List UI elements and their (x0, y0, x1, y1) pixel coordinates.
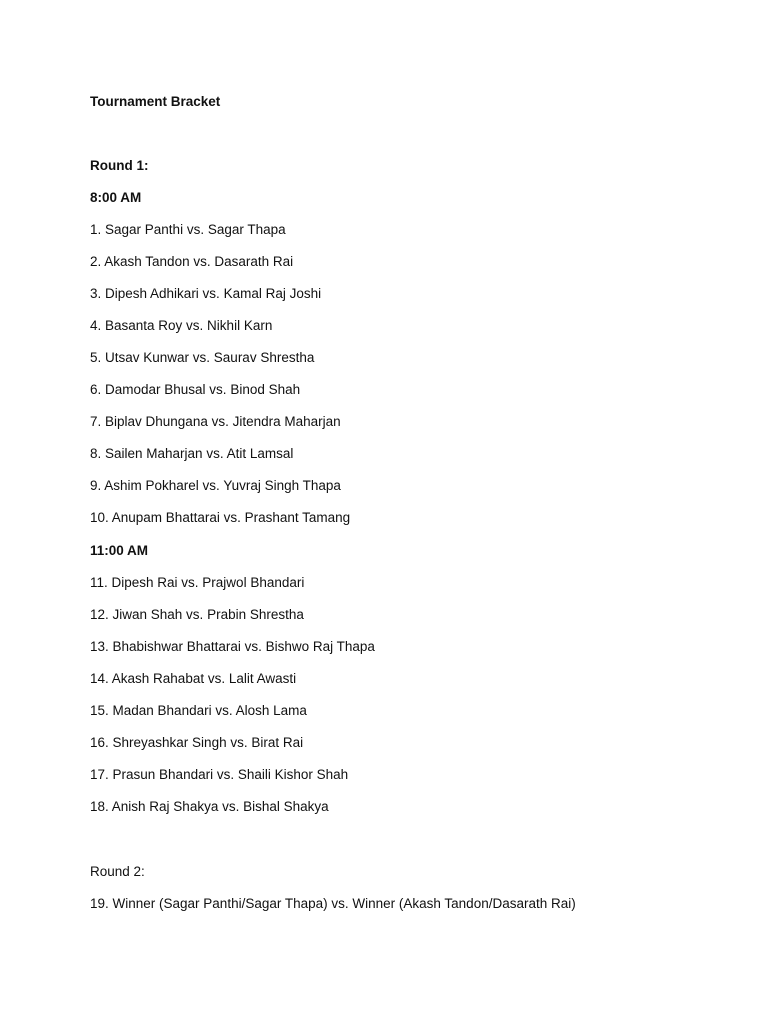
match-item: 14. Akash Rahabat vs. Lalit Awasti (90, 671, 297, 686)
round-1-heading: Round 1: (90, 158, 149, 173)
match-item: 11. Dipesh Rai vs. Prajwol Bhandari (90, 575, 305, 590)
time-slot-8am: 8:00 AM (90, 190, 142, 205)
match-item: 16. Shreyashkar Singh vs. Birat Rai (90, 735, 304, 750)
match-item: 15. Madan Bhandari vs. Alosh Lama (90, 703, 307, 718)
match-item: 17. Prasun Bhandari vs. Shaili Kishor Shah (90, 767, 349, 782)
match-item: 9. Ashim Pokharel vs. Yuvraj Singh Thapa (90, 478, 341, 493)
match-item: 1. Sagar Panthi vs. Sagar Thapa (90, 222, 286, 237)
match-item: 5. Utsav Kunwar vs. Saurav Shrestha (90, 350, 315, 365)
match-item: 18. Anish Raj Shakya vs. Bishal Shakya (90, 799, 329, 814)
match-item: 13. Bhabishwar Bhattarai vs. Bishwo Raj Thapa (90, 639, 375, 654)
match-item: 4. Basanta Roy vs. Nikhil Karn (90, 318, 273, 333)
round-2-heading: Round 2: (90, 864, 145, 879)
match-item: 7. Biplav Dhungana vs. Jitendra Maharjan (90, 414, 341, 429)
match-item: 12. Jiwan Shah vs. Prabin Shrestha (90, 607, 304, 622)
match-item: 10. Anupam Bhattarai vs. Prashant Tamang (90, 510, 351, 525)
match-item: 8. Sailen Maharjan vs. Atit Lamsal (90, 446, 294, 461)
document-title: Tournament Bracket (90, 94, 221, 109)
match-item: 19. Winner (Sagar Panthi/Sagar Thapa) vs. Winner (Akash Tandon/Dasarath Rai) (90, 896, 576, 911)
match-item: 6. Damodar Bhusal vs. Binod Shah (90, 382, 301, 397)
match-item: 2. Akash Tandon vs. Dasarath Rai (90, 254, 294, 269)
time-slot-11am: 11:00 AM (90, 543, 149, 558)
match-item: 3. Dipesh Adhikari vs. Kamal Raj Joshi (90, 286, 322, 301)
